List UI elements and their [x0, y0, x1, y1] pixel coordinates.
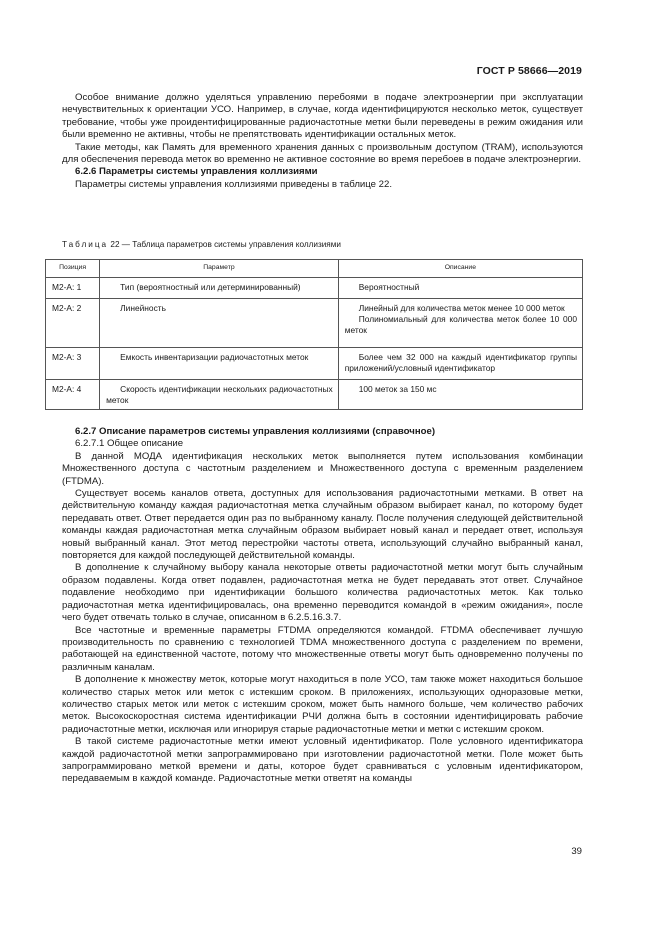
paragraph: Такие методы, как Память для временного хранения данных с произвольным доступом (TRAM), используются для обеспечения перевода меток во временно не активное состояние во время перебоев в подаче электроэнергии.	[62, 141, 583, 166]
column-header-description: Описание	[338, 260, 582, 278]
table-row	[46, 299, 583, 348]
cell-parameter-text: Скорость идентификации нескольких радиочастотных меток	[106, 384, 333, 405]
standard-header: ГОСТ Р 58666—2019	[476, 65, 582, 77]
cell-description-text: Полиномиальный для количества меток более 10 000 меток	[344, 313, 577, 335]
cell-parameter	[100, 380, 339, 410]
cell-parameter-text: Емкость инвентаризации радиочастотных меток	[120, 352, 309, 362]
paragraph: Все частотные и временные параметры FTDMA определяются командой. FTDMA обеспечивает лучшую производительность по сравнению с технологией TDMA множественного доступа с разделением по времени, работающей на единственной частоте, потому что множественные ответы могут быть одновременно получены по различным каналам.	[62, 624, 583, 673]
cell-description-text: 100 меток за 150 мс	[358, 384, 437, 394]
paragraph: Существует восемь каналов ответа, доступных для использования радиочастотными метками. В ответ на действительную команду каждая радиочастотная метка случайным образом выбирает канал, по которому будет передавать ответ. Ответ передается один раз по выбранному каналу. После получения следующей действительной команды каждая радиочастотная метка случайным образом выбирает новый канал и передает ответ, используя новый выбранный канал. Этот метод перестройки частоты ответа, использующий случайно выбранный канал, повторяется для каждой последующей действительной команды.	[62, 488, 583, 562]
table-row	[46, 348, 583, 380]
cell-parameter	[100, 348, 339, 380]
table-caption-label: Таблица	[62, 240, 109, 249]
cell-description-text: Вероятностный	[358, 282, 420, 292]
table-row	[46, 278, 583, 299]
cell-description	[338, 380, 582, 410]
section-heading-6-2-7: 6.2.7 Описание параметров системы управления коллизиями (справочное)	[75, 426, 436, 437]
cell-description	[338, 278, 582, 299]
cell-parameter	[100, 299, 339, 348]
cell-description	[338, 299, 582, 348]
paragraph: В такой системе радиочастотные метки имеют условный идентификатор. Поле условного идентификатора каждой радиочастотной метки запрограммировано при изготовлении радиочастотной метки. Поле может быть запрограммировано меткой времени и даты, которое будет сравниваться с условным идентификатором, передаваемым в каждой команде. Радиочастотные метки ответят на команды	[62, 736, 583, 785]
collision-parameters-table	[45, 259, 583, 410]
table-header-row	[46, 260, 583, 278]
cell-description-text: Более чем 32 000 на каждый идентификатор группы приложений/условный идентификатор	[344, 352, 577, 373]
table-row	[46, 380, 583, 410]
column-header-parameter: Параметр	[100, 260, 339, 278]
paragraph: В дополнение к множеству меток, которые могут находиться в поле УСО, там также может находиться большое количество старых меток или меток с истекшим сроком. В приложениях, использующих одноразовые метки, количество старых меток или меток с истекшим сроком, может быть намного больше, чем количество рабочих меток. Высокоскоростная система идентификации РЧИ должна быть в состоянии идентифицировать рабочие радиочастотные метки, исключая или игнорируя старые радиочастотные метки и метки с истекшим сроком.	[62, 674, 583, 735]
section-heading-6-2-7-1: 6.2.7.1 Общее описание	[75, 438, 184, 450]
paragraph: В дополнение к случайному выбору канала некоторые ответы радиочастотной метки могут быть случайным образом подавлены. Когда ответ подавлен, радиочастотная метка не будет передавать этот ответ. Случайное подавление необходимо при идентификации большого количества радиочастотных меток. Как только радиочастотная метка идентифицировалась, она временно переводится командой в «режим ожидания», после чего будет отвечать только в случае, описанном в 6.2.5.16.3.7.	[62, 562, 583, 624]
cell-parameter-text: Линейность	[120, 303, 166, 313]
cell-position: М2-А: 3	[46, 348, 100, 380]
table-caption-text: 22 — Таблица параметров системы управления коллизиями	[108, 240, 341, 249]
lower-text-block	[62, 426, 583, 786]
page-number: 39	[571, 846, 582, 857]
table-caption	[62, 239, 341, 250]
cell-description	[338, 348, 582, 380]
cell-position: М2-А: 2	[46, 299, 100, 348]
paragraph: Особое внимание должно уделяться управлению перебоями в подаче электроэнергии при эксплуатации нечувствительных к ориентации УСО. Например, в случае, когда идентифицируются несколько меток, существует требование, чтобы уже проидентифицированные радиочастотные метки были переведены в режим ожидания или были временно не активны, чтобы не препятствовать идентификации остальных меток.	[62, 92, 583, 141]
paragraph: Параметры системы управления коллизиями приведены в таблице 22.	[75, 178, 393, 190]
cell-position: М2-А: 1	[46, 278, 100, 299]
column-header-position: Позиция	[46, 260, 100, 278]
cell-parameter	[100, 278, 339, 299]
upper-text-block	[62, 92, 583, 191]
paragraph: В данной МОДА идентификация нескольких меток выполняется путем использования комбинации Множественного доступа с частотным разделением и Множественного доступа с временным разделением (FTDMA).	[62, 450, 583, 487]
section-heading-6-2-6: 6.2.6 Параметры системы управления коллизиями	[75, 166, 318, 178]
cell-position: М2-А: 4	[46, 380, 100, 410]
cell-parameter-text: Тип (вероятностный или детерминированный)	[120, 282, 301, 292]
cell-description-text: Линейный для количества меток менее 10 000 меток	[358, 303, 565, 313]
